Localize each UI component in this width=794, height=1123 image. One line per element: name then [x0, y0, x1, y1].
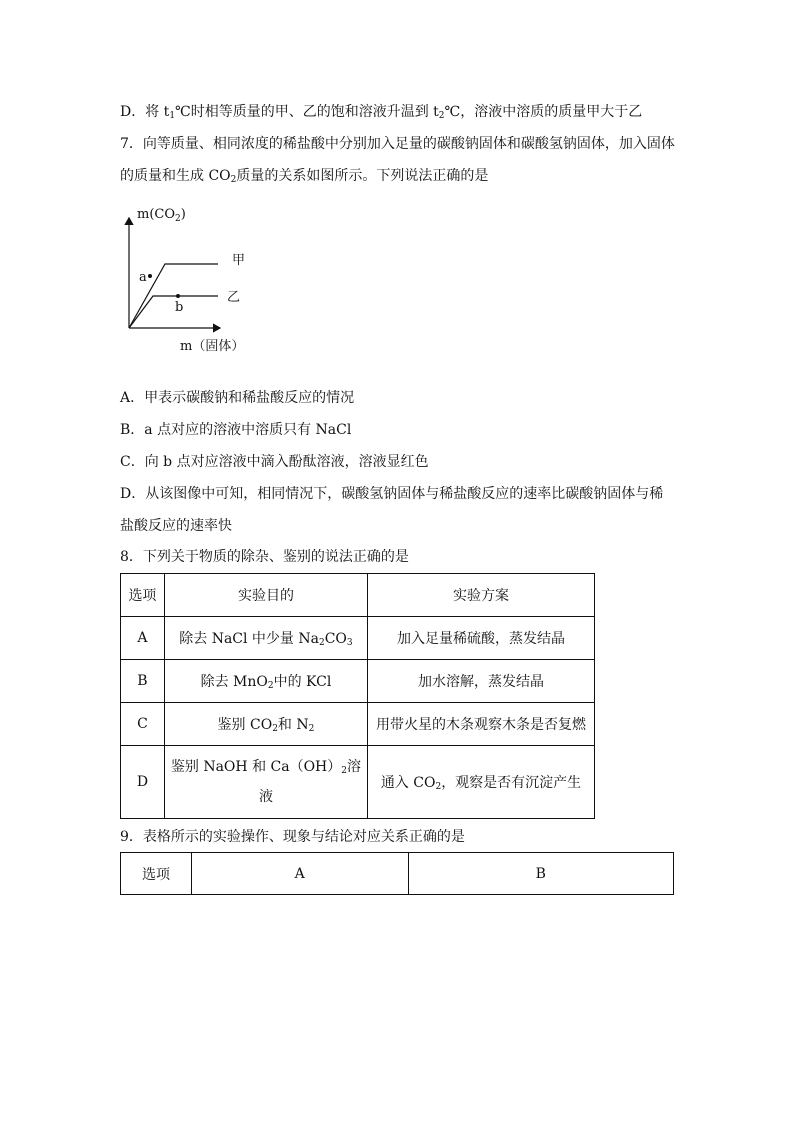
- row-purpose: 鉴别 $CO_2$和 $N_2$: [164, 703, 367, 746]
- row-plan: 用带火星的木条观察木条是否复燃: [368, 703, 595, 746]
- header-b: B: [408, 853, 674, 895]
- header-purpose: 实验目的: [164, 574, 367, 617]
- row-purpose: 除去 MnO$_2$中的 KCl: [164, 660, 367, 703]
- row-option: B: [121, 660, 165, 703]
- q9-table: [120, 852, 674, 895]
- q7-option-b: B．a 点对应的溶液中溶质只有 NaCl: [120, 422, 352, 438]
- q7-stem-line2: 的质量和生成 $CO_2$质量的关系如图所示。下列说法正确的是: [120, 168, 489, 185]
- point-a-dot: [148, 274, 152, 278]
- x-axis-label: m（固体）: [180, 339, 245, 354]
- y-axis-label: $m(CO_2)$: [137, 207, 186, 224]
- row-purpose: 除去 NaCl 中少量 $Na_2CO_3$: [164, 617, 367, 660]
- row-option: D: [121, 746, 165, 819]
- q6-option-d: D．将 $t_1℃$时相等质量的甲、乙的饱和溶液升温到 $t_2℃$，溶液中溶质的质量甲大于乙: [120, 104, 643, 121]
- table-row: [121, 703, 595, 746]
- row-plan: 通入 $CO_2$，观察是否有沉淀产生: [368, 746, 595, 819]
- q8-table: [120, 573, 595, 819]
- q7-option-d-cont: 盐酸反应的速率快: [120, 518, 232, 534]
- co2-mass-chart: [118, 200, 268, 360]
- table-row: [121, 617, 595, 660]
- row-plan: 加入足量稀硫酸，蒸发结晶: [368, 617, 595, 660]
- q9-stem: 9．表格所示的实验操作、现象与结论对应关系正确的是: [120, 829, 465, 845]
- row-purpose: 鉴别 NaOH 和 $Ca(OH)_2$溶 液: [164, 746, 367, 819]
- q7-stem-line1: 7．向等质量、相同浓度的稀盐酸中分别加入足量的碳酸钠固体和碳酸氢钠固体，加入固体: [120, 136, 675, 152]
- q7-option-d: D．从该图像中可知，相同情况下，碳酸氢钠固体与稀盐酸反应的速率比碳酸钠固体与稀: [120, 486, 664, 502]
- point-a-label: a: [139, 270, 147, 285]
- series-line-yi: [129, 296, 218, 328]
- q7-option-a: A．甲表示碳酸钠和稀盐酸反应的情况: [120, 390, 355, 406]
- series-label-yi: 乙: [227, 290, 241, 305]
- header-option: 选项: [121, 574, 165, 617]
- row-plan: 加水溶解，蒸发结晶: [368, 660, 595, 703]
- header-option: 选项: [121, 853, 192, 895]
- row-option: A: [121, 617, 165, 660]
- q8-stem: 8．下列关于物质的除杂、鉴别的说法正确的是: [120, 549, 409, 565]
- point-b-label: b: [175, 300, 184, 315]
- header-a: A: [191, 853, 408, 895]
- row-option: C: [121, 703, 165, 746]
- point-b-dot: [176, 294, 180, 298]
- series-label-jia: 甲: [232, 253, 246, 268]
- table-header-row: [121, 574, 595, 617]
- table-header-row: [121, 853, 674, 895]
- table-row: [121, 660, 595, 703]
- q7-option-c: C．向 b 点对应溶液中滴入酚酞溶液，溶液显红色: [120, 454, 429, 470]
- table-row: [121, 746, 595, 819]
- header-plan: 实验方案: [368, 574, 595, 617]
